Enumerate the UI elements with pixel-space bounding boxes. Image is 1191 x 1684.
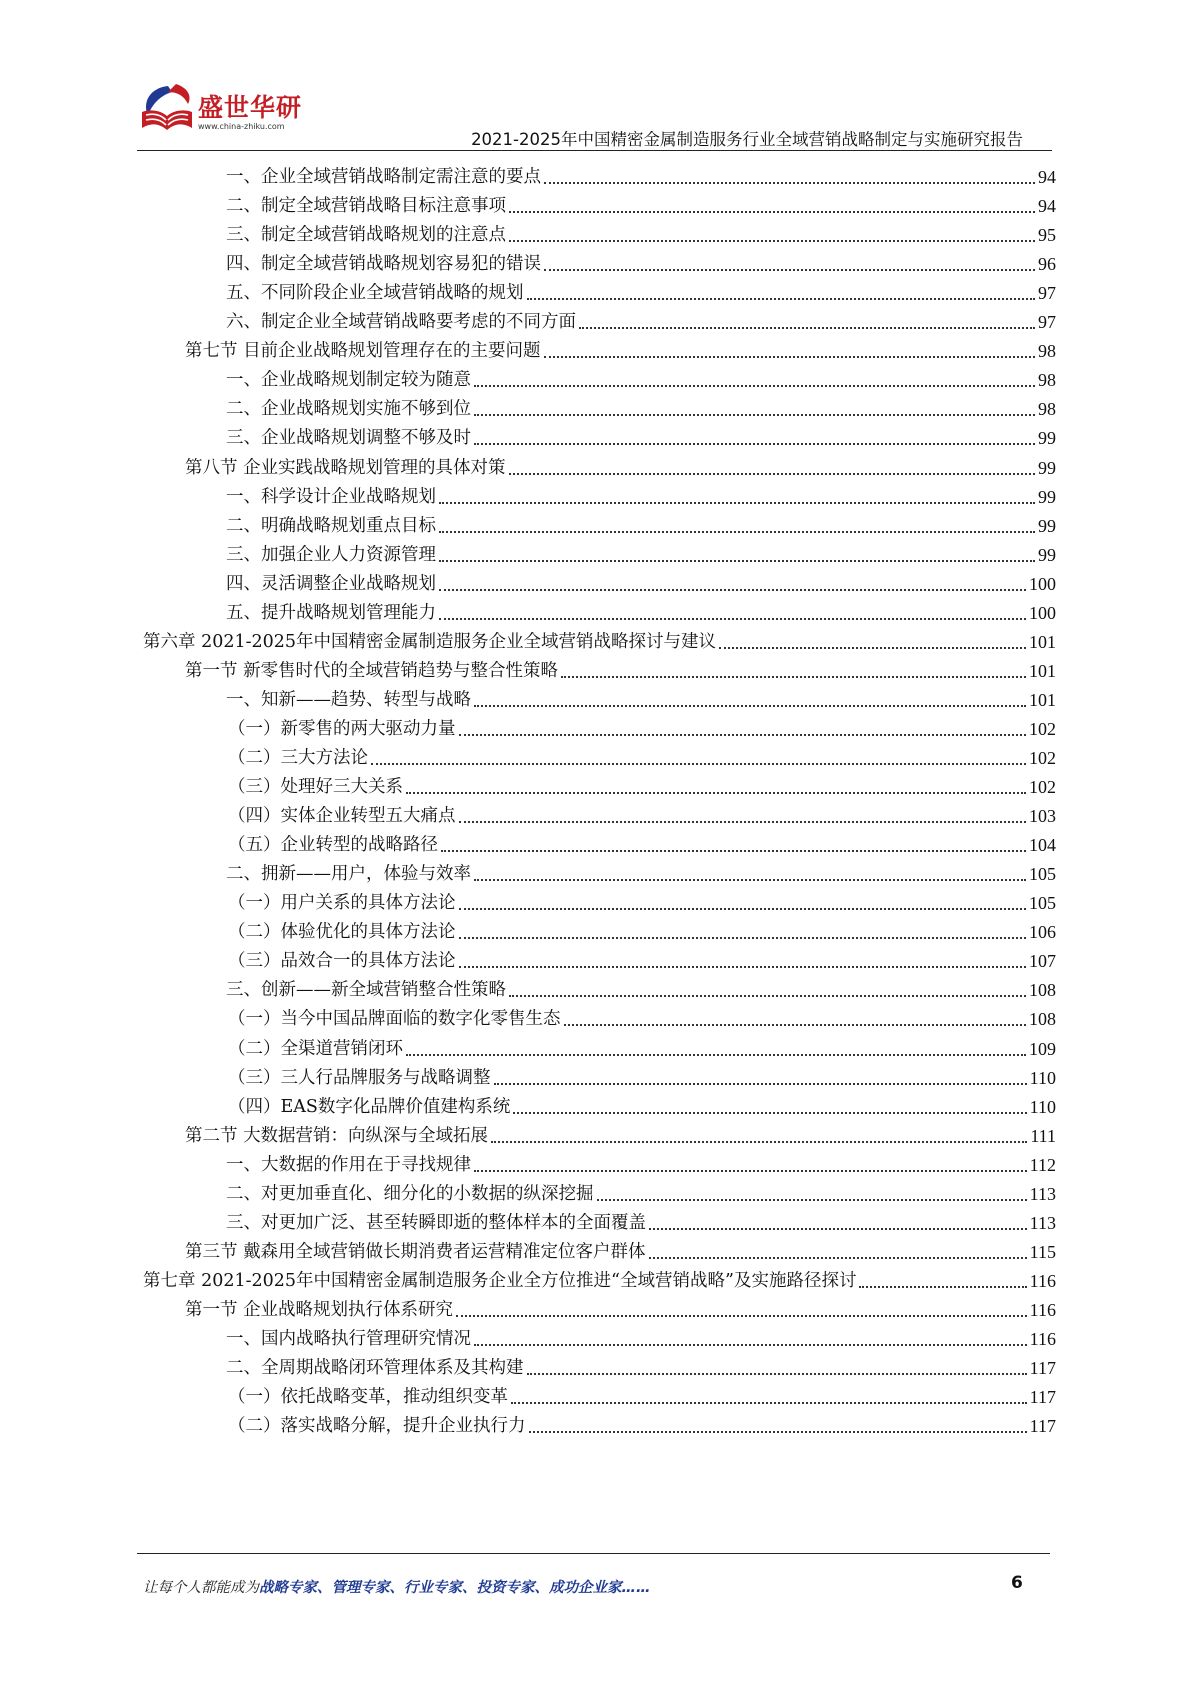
toc-entry-item[interactable] <box>226 422 1056 450</box>
toc-entry-item[interactable] <box>226 1178 1056 1206</box>
footer-divider <box>137 1553 1050 1554</box>
toc-entry-page: 102 <box>1029 777 1056 798</box>
toc-entry-label: 第一节 企业战略规划执行体系研究 <box>185 1299 454 1320</box>
toc-entry-label: （二）落实战略分解，提升企业执行力 <box>228 1416 526 1437</box>
toc-entry-page: 94 <box>1038 196 1056 217</box>
toc-entry-label: 第八节 企业实践战略规划管理的具体对策 <box>185 457 506 478</box>
toc-dot-leader <box>509 995 1026 997</box>
toc-entry-page: 117 <box>1029 1416 1056 1437</box>
toc-entry-page: 99 <box>1038 428 1056 449</box>
slogan-lead: 让每个人都能成为 <box>143 1580 259 1596</box>
toc-entry-sub[interactable] <box>228 1091 1056 1119</box>
toc-dot-leader <box>494 1083 1027 1085</box>
toc-entry-label: 第三节 戴森用全域营销做长期消费者运营精准定位客户群体 <box>185 1241 646 1262</box>
toc-entry-page: 108 <box>1029 980 1056 1001</box>
toc-dot-leader <box>527 1373 1027 1375</box>
toc-dot-leader <box>561 676 1026 678</box>
toc-entry-page: 101 <box>1029 689 1056 710</box>
toc-dot-leader <box>439 560 1035 562</box>
toc-entry-page: 101 <box>1029 631 1056 652</box>
toc-entry-item[interactable] <box>226 190 1056 218</box>
toc-dot-leader <box>509 473 1035 475</box>
toc-entry-item[interactable] <box>226 510 1056 538</box>
toc-entry-item[interactable] <box>226 219 1056 247</box>
toc-entry-page: 96 <box>1038 254 1056 275</box>
toc-entry-label: 二、明确战略规划重点目标 <box>226 515 436 536</box>
toc-entry-sub[interactable] <box>228 800 1056 828</box>
toc-entry-label: 第二节 大数据营销：向纵深与全域拓展 <box>185 1125 489 1146</box>
toc-entry-page: 99 <box>1038 486 1056 507</box>
toc-dot-leader <box>527 298 1036 300</box>
toc-entry-label: 四、制定全域营销战略规划容易犯的错误 <box>226 254 541 275</box>
toc-entry-label: （三）三人行品牌服务与战略调整 <box>228 1067 491 1088</box>
toc-entry-item[interactable] <box>226 1323 1056 1351</box>
toc-entry-page: 107 <box>1029 951 1056 972</box>
toc-entry-page: 103 <box>1029 806 1056 827</box>
toc-entry-sub[interactable] <box>228 829 1056 857</box>
logo-url: www.china-zhiku.com <box>198 122 285 131</box>
toc-entry-page: 106 <box>1029 922 1056 943</box>
toc-entry-label: 第七节 目前企业战略规划管理存在的主要问题 <box>185 341 541 362</box>
toc-entry-sub[interactable] <box>228 1381 1056 1409</box>
toc-entry-chapter[interactable] <box>143 626 1056 654</box>
toc-entry-label: 二、制定全域营销战略目标注意事项 <box>226 196 506 217</box>
toc-entry-page: 115 <box>1029 1241 1056 1262</box>
page-number: 6 <box>1011 1573 1023 1593</box>
toc-dot-leader <box>719 647 1026 649</box>
toc-entry-label: 二、企业战略规划实施不够到位 <box>226 399 471 420</box>
toc-dot-leader <box>439 618 1026 620</box>
toc-entry-section[interactable] <box>185 1120 1056 1148</box>
toc-entry-label: （一）新零售的两大驱动力量 <box>228 718 456 739</box>
toc-dot-leader <box>474 385 1035 387</box>
toc-entry-item[interactable] <box>226 248 1056 276</box>
toc-entry-label: 三、创新——新全域营销整合性策略 <box>226 980 506 1001</box>
toc-entry-item[interactable] <box>226 539 1056 567</box>
toc-entry-label: （二）三大方法论 <box>228 748 368 768</box>
toc-dot-leader <box>474 1344 1027 1346</box>
slogan-roles: 战略专家、管理专家、行业专家、投资专家、成功企业家…… <box>259 1580 651 1596</box>
toc-entry-chapter[interactable] <box>143 1265 1056 1293</box>
toc-entry-label: 五、提升战略规划管理能力 <box>226 602 436 623</box>
toc-entry-page: 101 <box>1029 660 1056 681</box>
toc-entry-label: （二）全渠道营销闭环 <box>228 1038 403 1059</box>
toc-entry-label: 六、制定企业全域营销战略要考虑的不同方面 <box>226 312 576 333</box>
toc-dot-leader <box>509 211 1035 213</box>
toc-entry-page: 100 <box>1029 573 1056 594</box>
toc-dot-leader <box>456 1315 1027 1317</box>
toc-entry-label: （五）企业转型的战略路径 <box>228 835 438 856</box>
toc-entry-item[interactable] <box>226 481 1056 509</box>
toc-entry-page: 98 <box>1038 370 1056 391</box>
toc-dot-leader <box>579 327 1035 329</box>
toc-dot-leader <box>544 356 1035 358</box>
toc-entry-section[interactable] <box>185 655 1056 683</box>
logo-name: 盛世华研 <box>198 93 303 122</box>
toc-entry-page: 109 <box>1029 1038 1056 1059</box>
toc-dot-leader <box>597 1199 1027 1201</box>
toc-entry-label: 第六章 2021-2025年中国精密金属制造服务企业全域营销战略探讨与建议 <box>143 631 717 652</box>
toc-entry-item[interactable] <box>226 597 1056 625</box>
toc-entry-page: 102 <box>1029 718 1056 739</box>
toc-dot-leader <box>564 1024 1027 1026</box>
toc-entry-item[interactable] <box>226 684 1056 712</box>
toc-entry-item[interactable] <box>226 1149 1056 1177</box>
toc-entry-label: 二、对更加垂直化、细分化的小数据的纵深挖掘 <box>226 1183 594 1204</box>
toc-dot-leader <box>459 937 1027 939</box>
toc-entry-section[interactable] <box>185 1294 1056 1322</box>
toc-dot-leader <box>474 443 1035 445</box>
toc-entry-item[interactable] <box>226 277 1056 305</box>
toc-entry-sub[interactable] <box>228 916 1056 944</box>
toc-entry-item[interactable] <box>226 568 1056 596</box>
toc-entry-label: 第七章 2021-2025年中国精密金属制造服务企业全方位推进“全域营销战略”及实施路径探讨 <box>143 1270 857 1291</box>
toc-entry-label: 一、大数据的作用在于寻找规律 <box>226 1154 471 1175</box>
toc-entry-sub[interactable] <box>228 1410 1056 1438</box>
toc-entry-page: 112 <box>1029 1154 1056 1175</box>
toc-entry-label: 四、灵活调整企业战略规划 <box>226 573 436 594</box>
toc-entry-label: 三、制定全域营销战略规划的注意点 <box>226 225 506 246</box>
toc-entry-label: 一、国内战略执行管理研究情况 <box>226 1329 471 1349</box>
toc-dot-leader <box>439 531 1035 533</box>
toc-dot-leader <box>544 182 1035 184</box>
toc-entry-page: 99 <box>1038 457 1056 478</box>
toc-entry-label: （一）依托战略变革，推动组织变革 <box>228 1387 508 1408</box>
toc-dot-leader <box>859 1286 1026 1288</box>
toc-entry-item[interactable] <box>226 1352 1056 1380</box>
footer-slogan <box>143 1576 651 1597</box>
toc-entry-label: （二）体验优化的具体方法论 <box>228 922 456 943</box>
toc-entry-sub[interactable] <box>228 887 1056 915</box>
toc-entry-page: 113 <box>1029 1212 1056 1233</box>
toc-dot-leader <box>439 502 1035 504</box>
toc-entry-sub[interactable] <box>228 1003 1056 1031</box>
toc-entry-sub[interactable] <box>228 1062 1056 1090</box>
toc-entry-label: 三、对更加广泛、甚至转瞬即逝的整体样本的全面覆盖 <box>226 1212 646 1233</box>
toc-entry-sub[interactable] <box>228 742 1056 770</box>
toc-entry-label: 二、拥新——用户，体验与效率 <box>226 864 471 885</box>
book-logo-icon <box>138 82 196 134</box>
toc-entry-page: 113 <box>1029 1183 1056 1204</box>
toc-entry-sub[interactable] <box>228 1033 1056 1061</box>
toc-dot-leader <box>474 414 1035 416</box>
toc-entry-label: （三）品效合一的具体方法论 <box>228 951 456 972</box>
toc-entry-page: 95 <box>1038 225 1056 246</box>
toc-entry-page: 117 <box>1029 1387 1056 1408</box>
toc-entry-label: 第一节 新零售时代的全域营销趋势与整合性策略 <box>185 660 559 681</box>
toc-entry-item[interactable] <box>226 306 1056 334</box>
toc-entry-item[interactable] <box>226 364 1056 392</box>
toc-entry-section[interactable] <box>185 452 1056 480</box>
toc-entry-label: 三、企业战略规划调整不够及时 <box>226 428 471 449</box>
toc-entry-page: 102 <box>1029 748 1056 768</box>
toc-dot-leader <box>439 589 1026 591</box>
toc-entry-sub[interactable] <box>228 713 1056 741</box>
toc-entry-sub[interactable] <box>228 771 1056 799</box>
toc-entry-label: 二、全周期战略闭环管理体系及其构建 <box>226 1358 524 1379</box>
toc-entry-page: 116 <box>1029 1329 1056 1349</box>
toc-entry-page: 116 <box>1029 1270 1056 1291</box>
toc-entry-page: 97 <box>1038 283 1056 304</box>
toc-entry-page: 98 <box>1038 341 1056 362</box>
toc-entry-label: （一）当今中国品牌面临的数字化零售生态 <box>228 1009 561 1030</box>
toc-entry-page: 105 <box>1029 864 1056 885</box>
toc-entry-page: 111 <box>1030 1125 1056 1146</box>
toc-dot-leader <box>649 1228 1027 1230</box>
toc-entry-page: 110 <box>1029 1067 1056 1088</box>
toc-entry-label: （一）用户关系的具体方法论 <box>228 893 456 914</box>
toc-dot-leader <box>544 269 1035 271</box>
toc-entry-page: 116 <box>1029 1299 1056 1320</box>
report-title: 2021-2025年中国精密金属制造服务行业全域营销战略制定与实施研究报告 <box>471 130 1023 149</box>
page-header <box>0 0 1191 150</box>
toc-entry-label: 一、企业战略规划制定较为随意 <box>226 370 471 391</box>
toc-entry-label: （四）实体企业转型五大痛点 <box>228 806 456 827</box>
toc-entry-item[interactable] <box>226 858 1056 886</box>
toc-entry-page: 97 <box>1038 312 1056 333</box>
toc-dot-leader <box>406 1054 1026 1056</box>
toc-entry-section[interactable] <box>185 335 1056 363</box>
toc-dot-leader <box>529 1431 1027 1433</box>
toc-entry-page: 110 <box>1029 1096 1056 1117</box>
header-divider <box>137 150 1052 151</box>
toc-dot-leader <box>459 821 1027 823</box>
toc-dot-leader <box>406 792 1026 794</box>
toc-entry-page: 117 <box>1029 1358 1056 1379</box>
toc-entry-label: 三、加强企业人力资源管理 <box>226 544 436 565</box>
toc-entry-page: 100 <box>1029 602 1056 623</box>
toc-entry-item[interactable] <box>226 393 1056 421</box>
toc-entry-label: 一、企业全域营销战略制定需注意的要点 <box>226 167 541 187</box>
toc-entry-label: 一、知新——趋势、转型与战略 <box>226 689 471 710</box>
toc-dot-leader <box>459 734 1027 736</box>
toc-entry-page: 108 <box>1029 1009 1056 1030</box>
toc-entry-page: 104 <box>1029 835 1056 856</box>
toc-dot-leader <box>511 1402 1027 1404</box>
toc-entry-label: 五、不同阶段企业全域营销战略的规划 <box>226 283 524 304</box>
toc-dot-leader <box>474 1170 1027 1172</box>
toc-entry-item[interactable] <box>226 974 1056 1002</box>
toc-dot-leader <box>474 705 1026 707</box>
toc-entry-label: （三）处理好三大关系 <box>228 777 403 798</box>
toc-entry-section[interactable] <box>185 1236 1056 1264</box>
toc-entry-item[interactable] <box>226 161 1056 189</box>
toc-dot-leader <box>491 1141 1027 1143</box>
toc-dot-leader <box>441 850 1026 852</box>
toc-dot-leader <box>459 966 1027 968</box>
toc-dot-leader <box>513 1112 1026 1114</box>
toc-dot-leader <box>459 908 1027 910</box>
company-logo <box>138 82 303 144</box>
toc-entry-label: （四）EAS数字化品牌价值建构系统 <box>228 1096 511 1117</box>
toc-entry-page: 99 <box>1038 544 1056 565</box>
toc-dot-leader <box>371 763 1026 765</box>
toc-entry-sub[interactable] <box>228 945 1056 973</box>
toc-entry-page: 98 <box>1038 399 1056 420</box>
toc-entry-page: 99 <box>1038 515 1056 536</box>
toc-entry-page: 94 <box>1038 167 1056 187</box>
toc-dot-leader <box>509 240 1035 242</box>
toc-entry-page: 105 <box>1029 893 1056 914</box>
toc-entry-item[interactable] <box>226 1207 1056 1235</box>
toc-dot-leader <box>474 879 1026 881</box>
toc-dot-leader <box>649 1257 1027 1259</box>
toc-entry-label: 一、科学设计企业战略规划 <box>226 486 436 507</box>
